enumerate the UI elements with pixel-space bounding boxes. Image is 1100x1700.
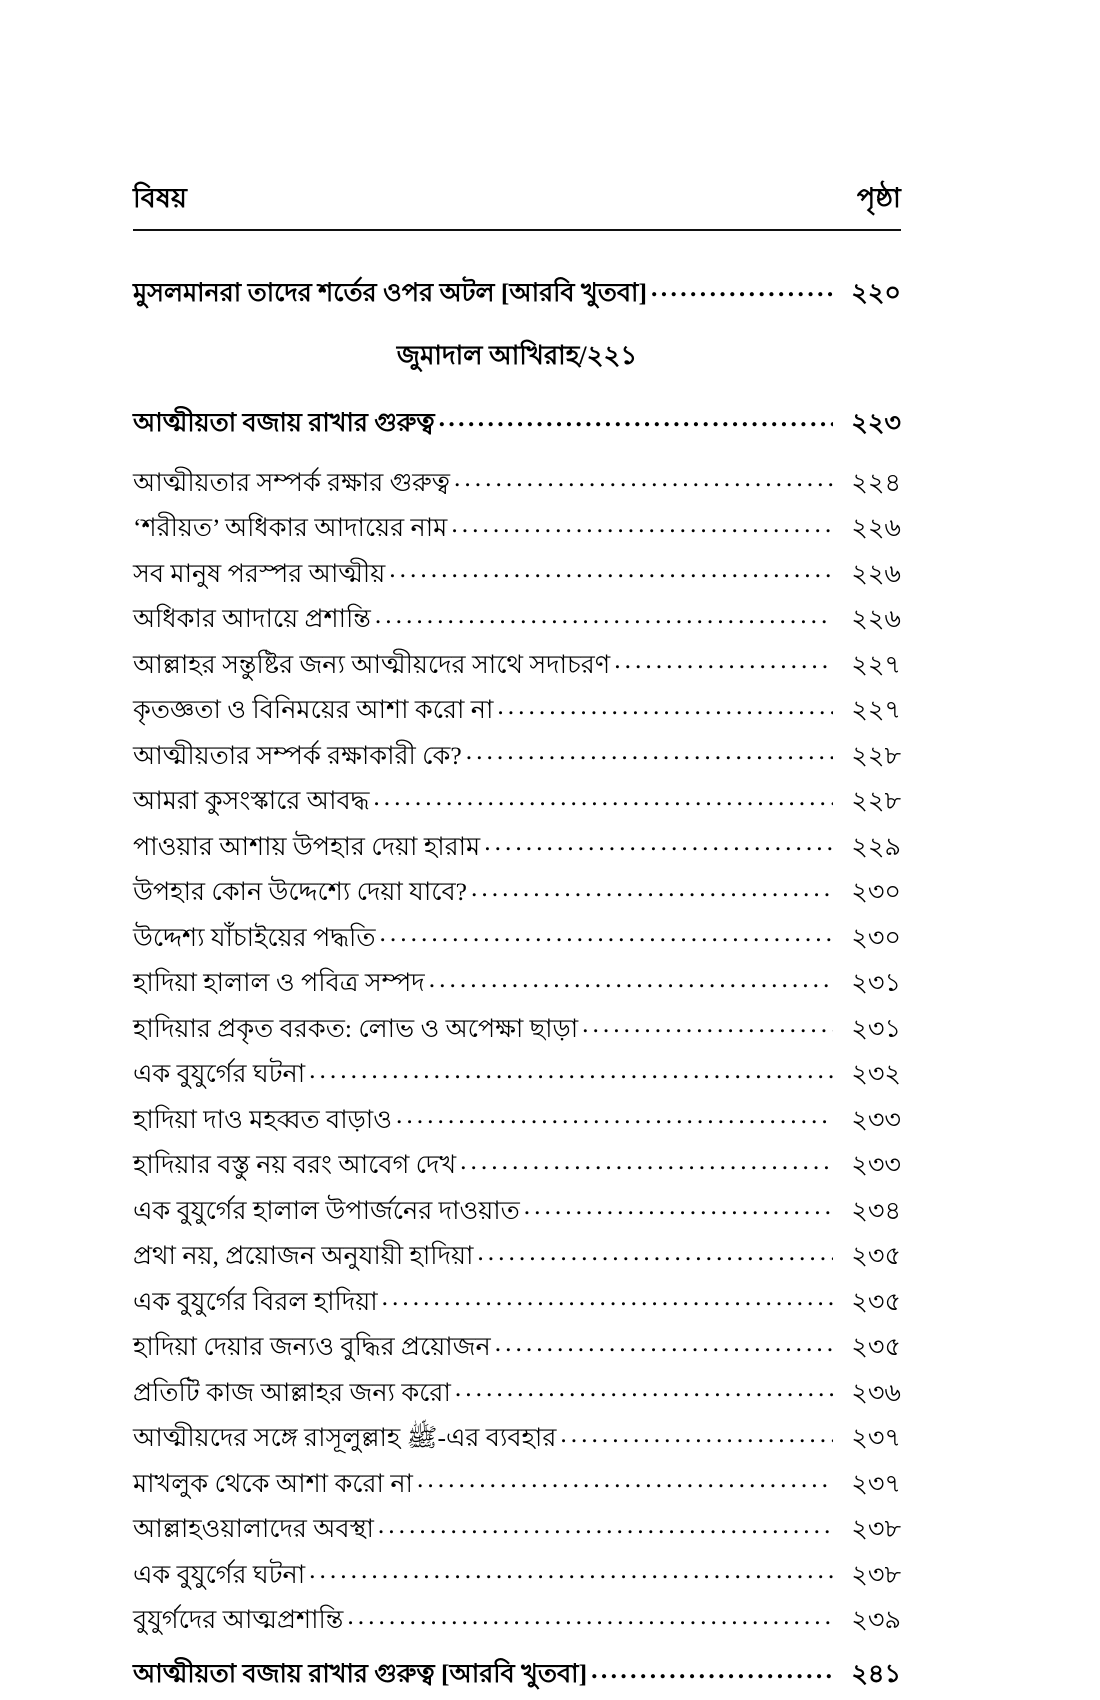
toc-entry[interactable] <box>133 1330 901 1360</box>
toc-entry-title: হাদিয়ার প্রকৃত বরকত: লোভ ও অপেক্ষা ছাড়া <box>133 1013 579 1043</box>
toc-entry[interactable] <box>133 1284 901 1314</box>
toc-entry[interactable] <box>133 602 901 632</box>
toc-entry-title: আত্মীয়দের সঙ্গে রাসূলুল্লাহ ﷺ-এর ব্যবহার <box>133 1423 557 1452</box>
toc-entry[interactable] <box>133 1057 901 1087</box>
toc-dot-leader <box>466 738 833 764</box>
toc-entry[interactable] <box>133 1512 901 1542</box>
toc-entry[interactable] <box>133 465 901 495</box>
toc-entry[interactable] <box>133 920 901 950</box>
toc-entry-title: হাদিয়া দেয়ার জন্যও বুদ্ধির প্রয়োজন <box>133 1332 491 1361</box>
toc-entry-list <box>133 405 901 1633</box>
toc-entry-page: ২৩৪ <box>851 1195 901 1225</box>
toc-dot-leader <box>591 1657 833 1683</box>
toc-entry-page: ২৩১ <box>851 968 901 997</box>
toc-entry[interactable] <box>133 875 901 905</box>
toc-entry-bottom[interactable] <box>133 1657 901 1687</box>
toc-entry-title: আত্মীয়তা বজায় রাখার গুরুত্ব <box>133 407 435 437</box>
toc-entry-title: আত্মীয়তার সম্পর্ক রক্ষাকারী কে? <box>133 740 462 770</box>
toc-dot-leader <box>471 875 833 901</box>
toc-entry[interactable] <box>133 1466 901 1496</box>
toc-entry-title: অধিকার আদায়ে প্রশান্তি <box>133 604 371 633</box>
toc-entry-page: ২২৮ <box>851 740 901 770</box>
toc-entry-title: পাওয়ার আশায় উপহার দেয়া হারাম <box>133 831 481 861</box>
toc-entry-title: আত্মীয়তা বজায় রাখার গুরুত্ব [আরবি খুতবা] <box>133 1659 588 1688</box>
toc-entry-page: ২২৩ <box>851 407 901 437</box>
toc-entry-title: প্রথা নয়, প্রয়োজন অনুযায়ী হাদিয়া <box>133 1241 474 1270</box>
toc-dot-leader <box>373 784 833 810</box>
toc-entry[interactable] <box>133 647 901 677</box>
toc-entry-page: ২৩৫ <box>851 1332 901 1361</box>
toc-content <box>133 178 901 1700</box>
toc-entry-page: ২২৪ <box>851 467 901 497</box>
toc-entry-page: ২৩০ <box>851 922 901 952</box>
toc-dot-leader <box>484 829 833 855</box>
toc-entry[interactable] <box>133 1148 901 1178</box>
toc-entry[interactable] <box>133 1557 901 1587</box>
toc-entry[interactable] <box>133 1239 901 1269</box>
toc-dot-leader <box>375 602 833 628</box>
toc-entry[interactable] <box>133 1011 901 1041</box>
toc-entry[interactable] <box>133 1193 901 1223</box>
header-subject-label: বিষয় <box>133 183 188 213</box>
toc-entry-title: ‘শরীয়ত’ অধিকার আদায়ের নাম <box>133 513 448 542</box>
toc-entry[interactable] <box>133 511 901 541</box>
toc-dot-leader <box>347 1603 833 1629</box>
toc-dot-leader <box>614 647 833 673</box>
toc-entry-title: কৃতজ্ঞতা ও বিনিময়ের আশা করো না <box>133 695 494 724</box>
toc-entry-title: হাদিয়ার বস্তু নয় বরং আবেগ দেখ <box>133 1150 457 1179</box>
toc-entry-page: ২৩৭ <box>851 1468 901 1498</box>
toc-entry-page: ২৩২ <box>851 1059 901 1088</box>
toc-dot-leader <box>560 1421 833 1447</box>
toc-entry-page: ২৩৮ <box>851 1514 901 1543</box>
toc-dot-leader <box>460 1148 833 1174</box>
toc-dot-leader <box>455 1375 833 1401</box>
toc-entry[interactable] <box>133 829 901 859</box>
toc-entry[interactable] <box>133 784 901 814</box>
toc-dot-leader <box>396 1102 833 1128</box>
toc-entry-page: ২৩৯ <box>851 1605 901 1634</box>
running-header <box>133 178 901 229</box>
toc-entry-page: ২৩৫ <box>851 1241 901 1270</box>
toc-entry-page: ২৩৩ <box>851 1150 901 1179</box>
toc-entry-page: ২২৭ <box>851 649 901 679</box>
toc-dot-leader <box>429 966 833 992</box>
toc-entry-title: মাখলুক থেকে আশা করো না <box>133 1468 413 1498</box>
toc-dot-leader <box>309 1057 833 1083</box>
toc-dot-leader <box>477 1239 833 1265</box>
toc-entry-title: উপহার কোন উদ্দেশ্যে দেয়া যাবে? <box>133 877 467 906</box>
toc-dot-leader <box>378 1512 833 1538</box>
toc-entry-page: ২৩০ <box>851 877 901 906</box>
toc-entry-page: ২৩১ <box>851 1013 901 1043</box>
toc-entry-title: এক বুযুর্গের বিরল হাদিয়া <box>133 1286 378 1316</box>
toc-entry-page: ২৩৬ <box>851 1377 901 1407</box>
toc-dot-leader <box>495 1330 833 1356</box>
toc-entry-title: এক বুযুর্গের ঘটনা <box>133 1059 306 1088</box>
toc-entry-title: আমরা কুসংস্কারে আবদ্ধ <box>133 786 370 815</box>
toc-entry-title: এক বুযুর্গের ঘটনা <box>133 1559 306 1589</box>
toc-dot-leader <box>389 556 833 582</box>
toc-entry-title: হাদিয়া দাও মহব্বত বাড়াও <box>133 1104 392 1134</box>
toc-entry[interactable] <box>133 405 901 435</box>
toc-entry-title: আল্লাহর সন্তুষ্টির জন্য আত্মীয়দের সাথে সদাচরণ <box>133 649 611 679</box>
toc-entry-title: বুযুর্গদের আত্মপ্রশান্তি <box>133 1605 344 1634</box>
toc-entry-page: ২৩৮ <box>851 1559 901 1589</box>
toc-dot-leader <box>309 1557 833 1583</box>
toc-dot-leader <box>379 920 833 946</box>
toc-entry-page: ২৩৫ <box>851 1286 901 1316</box>
toc-dot-leader <box>454 465 833 491</box>
toc-entry-title: এক বুযুর্গের হালাল উপার্জনের দাওয়াত <box>133 1195 520 1225</box>
header-divider-rule <box>133 229 901 231</box>
toc-entry-page: ২২৬ <box>851 604 901 633</box>
header-page-label: পৃষ্ঠা <box>856 183 901 213</box>
toc-entry-title: মুসলমানরা তাদের শর্তের ওপর অটল [আরবি খুতবা] <box>133 277 647 307</box>
section-divider: জুমাদাল আখিরাহ/২২১ <box>396 341 638 370</box>
toc-entry-page: ২২৯ <box>851 831 901 861</box>
toc-entry-page: ২৩৭ <box>851 1423 901 1452</box>
toc-dot-leader <box>451 511 833 537</box>
toc-dot-leader <box>382 1284 833 1310</box>
toc-entry[interactable] <box>133 1375 901 1405</box>
toc-entry-page: ২২৭ <box>851 695 901 724</box>
toc-entry-title: সব মানুষ পরস্পর আত্মীয় <box>133 558 386 588</box>
toc-entry-page: ২২০ <box>851 277 901 307</box>
toc-dot-leader <box>439 405 833 431</box>
toc-entry-title: আল্লাহওয়ালাদের অবস্থা <box>133 1514 374 1543</box>
toc-entry[interactable] <box>133 738 901 768</box>
toc-entry-title: উদ্দেশ্য যাঁচাইয়ের পদ্ধতি <box>133 922 376 952</box>
toc-entry[interactable] <box>133 1421 901 1451</box>
toc-entry-page: ২২৬ <box>851 513 901 542</box>
toc-entry[interactable] <box>133 966 901 996</box>
toc-dot-leader <box>497 693 833 719</box>
toc-entry-top[interactable] <box>133 275 901 305</box>
toc-dot-leader <box>651 275 833 301</box>
toc-dot-leader <box>417 1466 833 1492</box>
toc-entry[interactable] <box>133 1102 901 1132</box>
toc-entry-page: ২৩৩ <box>851 1104 901 1134</box>
toc-entry-page: ২৪১ <box>851 1659 901 1688</box>
toc-entry-title: আত্মীয়তার সম্পর্ক রক্ষার গুরুত্ব <box>133 467 450 497</box>
toc-entry[interactable] <box>133 556 901 586</box>
toc-entry-title: হাদিয়া হালাল ও পবিত্র সম্পদ <box>133 968 425 997</box>
toc-entry[interactable] <box>133 1603 901 1633</box>
toc-entry[interactable] <box>133 693 901 723</box>
toc-dot-leader <box>582 1011 833 1037</box>
toc-entry-page: ২২৮ <box>851 786 901 815</box>
toc-entry-page: ২২৬ <box>851 558 901 588</box>
toc-dot-leader <box>524 1193 833 1219</box>
toc-entry-title: প্রতিটি কাজ আল্লাহর জন্য করো <box>133 1377 451 1407</box>
